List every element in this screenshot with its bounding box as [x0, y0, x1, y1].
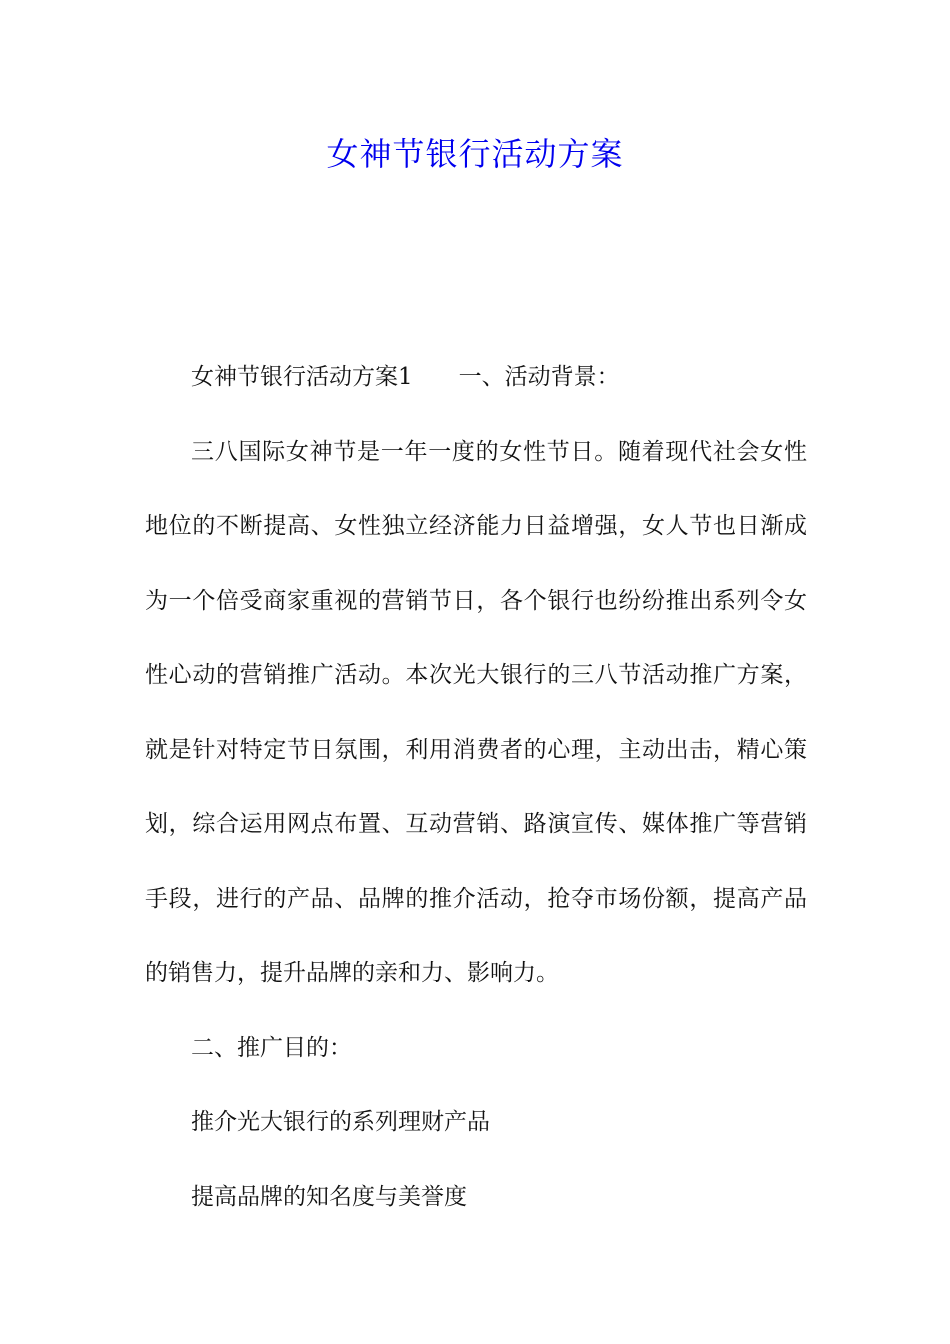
section-heading-line — [145, 340, 807, 415]
section-heading-purpose: 二、推广目的： — [191, 1034, 352, 1061]
document-title: 女神节银行活动方案 — [326, 135, 624, 173]
paragraph-background: 三八国际女神节是一年一度的女性节日。随着现代社会女性地位的不断提高、女性独立经济能力日益增强，女人节也日渐成为一个倍受商家重视的营销节日，各个银行也纷纷推出系列令女性心动的营销推广活动。本次光大银行的三八节活动推广方案，就是针对特定节日氛围，利用消费者的心理，主动出击，精心策划，综合运用网点布置、互动营销、路演宣传、媒体推广等营销手段，进行的产品、品牌的推介活动，抢夺市场份额，提高产品的销售力，提升品牌的亲和力、影响力。 — [145, 438, 807, 986]
plan-number-label: 女神节银行活动方案1 — [191, 364, 413, 390]
purpose-item-1: 推介光大银行的系列理财产品 — [191, 1109, 490, 1135]
section-heading-background: 一、活动背景： — [458, 364, 620, 390]
document-body — [145, 340, 807, 1234]
purpose-item-2: 提高品牌的知名度与美誉度 — [191, 1183, 467, 1210]
